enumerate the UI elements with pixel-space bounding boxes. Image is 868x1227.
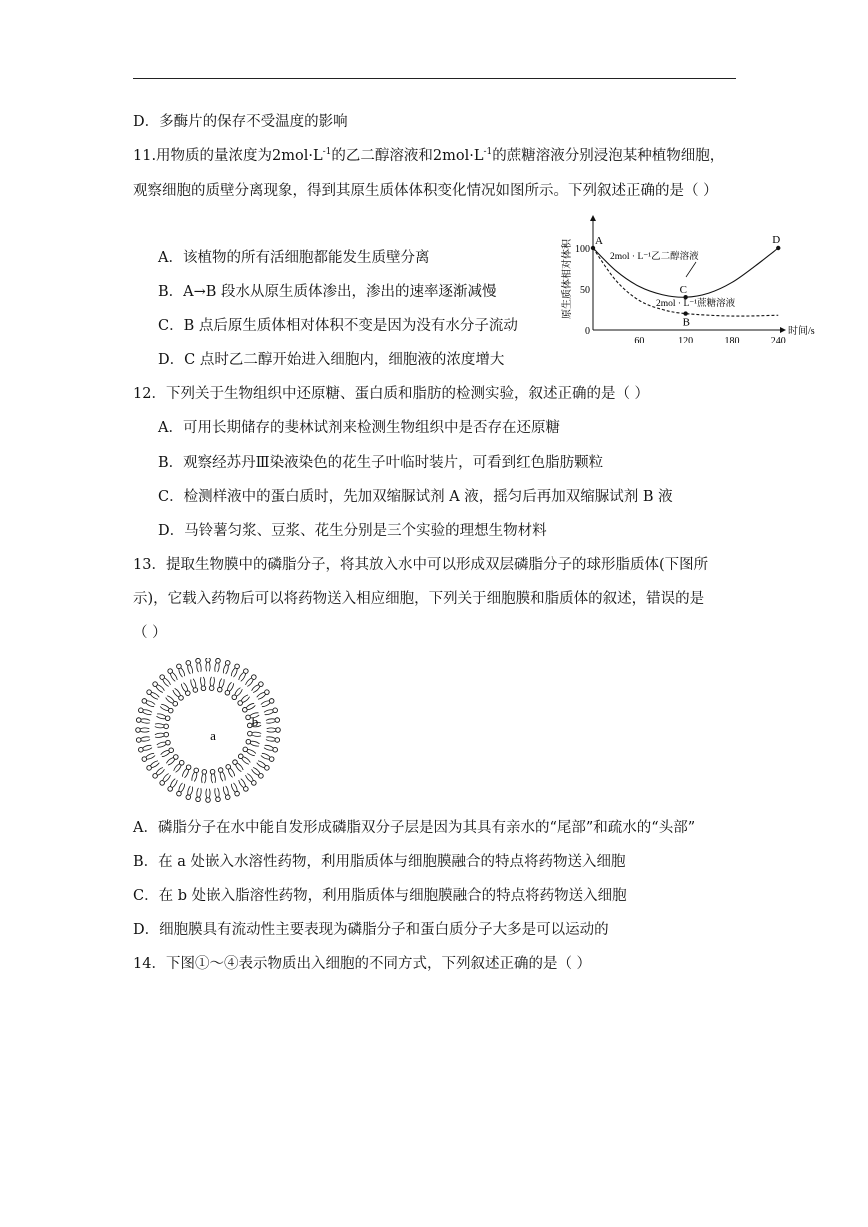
q13-option-c: C．在 b 处嵌入脂溶性药物，利用脂质体与细胞膜融合的特点将药物送入细胞 bbox=[133, 888, 627, 904]
phospholipid-molecule bbox=[202, 770, 207, 784]
y-axis-label: 原生质体相对体积 bbox=[562, 239, 573, 319]
point-b bbox=[683, 311, 687, 315]
phospholipid-bilayer bbox=[136, 658, 281, 802]
phospholipid-molecule bbox=[155, 732, 169, 737]
q13-option-b: B．在 a 处嵌入水溶性药物，利用脂质体与细胞膜融合的特点将药物送入细胞 bbox=[133, 854, 626, 870]
phospholipid-molecule bbox=[257, 761, 269, 770]
phospholipid-molecule bbox=[160, 704, 173, 713]
phospholipid-molecule bbox=[155, 724, 169, 729]
phospholipid-molecule bbox=[181, 683, 190, 696]
phospholipid-molecule bbox=[166, 696, 178, 706]
phospholipid-molecule bbox=[261, 699, 274, 707]
phospholipid-molecule bbox=[160, 774, 171, 786]
phospholipid-molecule bbox=[153, 768, 165, 779]
q11-option-a: A．该植物的所有活细胞都能发生质壁分离 bbox=[158, 250, 430, 266]
phospholipid-molecule bbox=[215, 788, 220, 802]
phospholipid-molecule bbox=[160, 675, 171, 687]
q11-option-d: D．C 点时乙二醇开始进入细胞内，细胞液的浓度增大 bbox=[158, 352, 505, 368]
phospholipid-molecule bbox=[196, 788, 201, 802]
phospholipid-molecule bbox=[217, 678, 224, 691]
phospholipid-molecule bbox=[166, 755, 178, 765]
phospholipid-molecule bbox=[267, 728, 281, 733]
point-label-d: D bbox=[772, 234, 781, 246]
phospholipid-molecule bbox=[168, 669, 177, 681]
phospholipid-molecule bbox=[233, 760, 243, 772]
protoplast-volume-chart bbox=[548, 213, 818, 343]
legend-pointer bbox=[686, 262, 696, 277]
phospholipid-molecule bbox=[243, 703, 256, 712]
q12-stem: 12．下列关于生物组织中还原糖、蛋白质和脂肪的检测实验，叙述正确的是（ ） bbox=[133, 386, 650, 402]
liposome-figure bbox=[130, 658, 290, 808]
phospholipid-molecule bbox=[156, 714, 169, 721]
q11-option-b: B．A→B 段水从原生质体渗出，渗出的速率逐渐减慢 bbox=[158, 284, 497, 300]
q13-stem-line1: 13．提取生物膜中的磷脂分子，将其放入水中可以形成双层磷脂分子的球形脂质体(下图所 bbox=[133, 557, 709, 573]
y-tick-label: 50 bbox=[580, 285, 590, 296]
phospholipid-molecule bbox=[223, 786, 230, 799]
q12-option-c: C．检测样液中的蛋白质时，先加双缩脲试剂 A 液，摇匀后再加双缩脲试剂 B 液 bbox=[158, 489, 673, 505]
phospholipid-molecule bbox=[239, 779, 248, 791]
phospholipid-molecule bbox=[246, 774, 257, 786]
phospholipid-molecule bbox=[186, 661, 193, 674]
phospholipid-molecule bbox=[182, 765, 191, 778]
label-b: b bbox=[251, 714, 259, 729]
phospholipid-molecule bbox=[223, 661, 230, 674]
q11-stem-line2: 观察细胞的质壁分离现象，得到其原生质体体积变化情况如图所示。下列叙述正确的是（ ） bbox=[133, 183, 718, 199]
x-tick-label: 180 bbox=[724, 336, 740, 343]
phospholipid-molecule bbox=[157, 740, 170, 747]
phospholipid-molecule bbox=[177, 664, 185, 677]
phospholipid-molecule bbox=[257, 690, 269, 699]
phospholipid-molecule bbox=[266, 737, 280, 742]
phospholipid-molecule bbox=[186, 786, 193, 799]
phospholipid-molecule bbox=[136, 737, 150, 742]
phospholipid-molecule bbox=[225, 682, 234, 695]
phospholipid-molecule bbox=[210, 769, 215, 783]
phospholipid-molecule bbox=[243, 747, 256, 756]
q11-option-c: C．B 点后原生质体相对体积不变是因为没有水分子流动 bbox=[158, 318, 518, 334]
phospholipid-molecule bbox=[147, 761, 159, 770]
point-label-c: C bbox=[679, 284, 687, 297]
phospholipid-molecule bbox=[261, 753, 274, 761]
x-tick-label: 120 bbox=[678, 336, 694, 343]
phospholipid-molecule bbox=[196, 658, 201, 672]
header-rule bbox=[133, 78, 736, 79]
phospholipid-molecule bbox=[161, 748, 174, 757]
phospholipid-molecule bbox=[153, 682, 165, 693]
x-tick-label: 240 bbox=[770, 336, 786, 343]
phospholipid-molecule bbox=[218, 768, 225, 781]
phospholipid-molecule bbox=[168, 779, 177, 791]
q12-option-d: D．马铃薯匀浆、豆浆、花生分别是三个实验的理想生物材料 bbox=[158, 523, 547, 539]
phospholipid-molecule bbox=[238, 754, 250, 764]
point-label-b: B bbox=[682, 316, 690, 329]
phospholipid-molecule bbox=[142, 753, 155, 761]
phospholipid-molecule bbox=[248, 731, 262, 736]
phospholipid-molecule bbox=[252, 768, 264, 779]
phospholipid-molecule bbox=[209, 677, 214, 691]
phospholipid-molecule bbox=[239, 669, 248, 681]
phospholipid-molecule bbox=[191, 679, 198, 692]
q13-option-a: A．磷脂分子在水中能自发形成磷脂双分子层是因为其具有亲水的“尾部”和疏水的“头部” bbox=[133, 820, 696, 836]
phospholipid-molecule bbox=[136, 718, 150, 723]
phospholipid-molecule bbox=[206, 789, 211, 803]
q12-option-b: B．观察经苏丹Ⅲ染液染色的花生子叶临时装片，可看到红色脂肪颗粒 bbox=[158, 455, 604, 471]
phospholipid-molecule bbox=[173, 688, 183, 700]
q13-stem-line2: 示)，它载入药物后可以将药物送入相应细胞，下列关于细胞膜和脂质体的叙述，错误的是 bbox=[133, 591, 705, 607]
phospholipid-molecule bbox=[215, 658, 220, 672]
phospholipid-molecule bbox=[246, 739, 259, 746]
phospholipid-molecule bbox=[231, 783, 239, 796]
q11-stem-line1: 11.用物质的量浓度为$2mol\cdot L^{-1}$的乙二醇溶液和$2mol\cdot L^{-1}$的蔗糖溶液分别浸泡某种植物细胞， bbox=[133, 147, 725, 164]
y-axis-arrow bbox=[590, 215, 596, 221]
x-tick-label: 60 bbox=[634, 336, 645, 343]
phospholipid-molecule bbox=[142, 699, 155, 707]
phospholipid-molecule bbox=[252, 682, 264, 693]
phospholipid-molecule bbox=[264, 745, 277, 752]
phospholipid-molecule bbox=[232, 688, 242, 700]
point-d bbox=[776, 246, 780, 250]
phospholipid-molecule bbox=[192, 768, 199, 781]
phospholipid-molecule bbox=[139, 708, 152, 715]
x-axis-arrow bbox=[780, 327, 786, 333]
q12-option-a: A．可用长期储存的斐林试剂来检测生物组织中是否存在还原糖 bbox=[158, 420, 560, 436]
phospholipid-molecule bbox=[264, 708, 277, 715]
q13-stem-line3: （ ） bbox=[133, 625, 167, 641]
phospholipid-molecule bbox=[174, 760, 184, 772]
phospholipid-molecule bbox=[266, 718, 280, 723]
phospholipid-molecule bbox=[177, 783, 185, 796]
phospholipid-molecule bbox=[139, 745, 152, 752]
phospholipid-molecule bbox=[147, 690, 159, 699]
q10-option-d: D．多酶片的保存不受温度的影响 bbox=[133, 114, 348, 130]
y-tick-label: 100 bbox=[575, 244, 590, 255]
phospholipid-molecule bbox=[226, 765, 235, 778]
phospholipid-molecule bbox=[231, 664, 239, 677]
phospholipid-molecule bbox=[238, 695, 250, 705]
q13-option-d: D．细胞膜具有流动性主要表现为磷脂分子和蛋白质分子大多是可以运动的 bbox=[133, 922, 609, 938]
legend-ethylene-glycol: 2mol · L⁻¹乙二醇溶液 bbox=[610, 252, 699, 262]
phospholipid-molecule bbox=[246, 675, 257, 687]
point-label-a: A bbox=[595, 235, 603, 247]
legend-sucrose: 2mol · L⁻¹蔗糖溶液 bbox=[656, 299, 736, 309]
y-tick-label: 0 bbox=[585, 326, 590, 337]
phospholipid-molecule bbox=[136, 728, 150, 733]
phospholipid-molecule bbox=[201, 677, 206, 691]
x-axis-label: 时间/s bbox=[788, 326, 815, 337]
label-a: a bbox=[210, 728, 216, 743]
q14-stem: 14．下图①～④表示物质出入细胞的不同方式，下列叙述正确的是（ ） bbox=[133, 956, 592, 972]
phospholipid-molecule bbox=[206, 658, 211, 671]
